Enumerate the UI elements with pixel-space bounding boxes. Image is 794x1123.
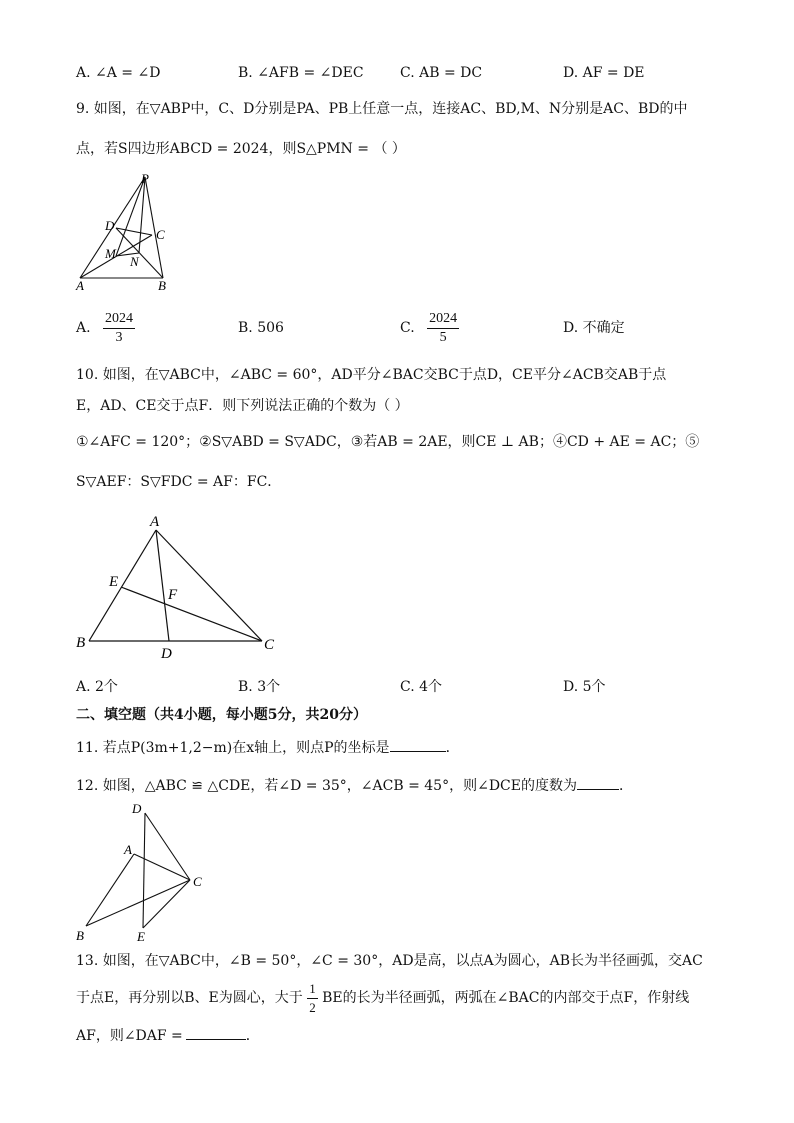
q13-fraction-half bbox=[307, 980, 318, 1017]
q13-stem-line3 bbox=[76, 1025, 260, 1046]
q9-label-a: A bbox=[76, 278, 84, 293]
q9-label-d: D bbox=[105, 218, 115, 233]
q11-stem bbox=[76, 737, 460, 758]
q10-label-d: D bbox=[161, 646, 172, 662]
q13-line2-after-fraction: BE的长为半径画弧，两弧在∠BAC的内部交于点F，作射线 bbox=[322, 990, 690, 1006]
q10-option-a: A. 2个 bbox=[76, 679, 118, 695]
q9-option-c-prefix: C. bbox=[400, 320, 415, 336]
q9-option-a-prefix: A. bbox=[76, 320, 91, 336]
q9-option-c-denominator: 5 bbox=[439, 329, 447, 345]
q10-figure bbox=[72, 510, 287, 665]
q9-label-c: C bbox=[156, 227, 165, 242]
q11-text-after-blank: ． bbox=[445, 740, 460, 756]
q12-text-before-blank: 12. 如图，△ABC ≌ △CDE，若∠D = 35°，∠ACB = 45°，则∠DCE的度数为 bbox=[76, 778, 577, 794]
q13-text-before-blank: AF，则∠DAF = bbox=[76, 1028, 183, 1044]
q10-stem-line3: ①∠AFC = 120°；②S▽ABD = S▽ADC，③若AB = 2AE，则CE ⊥ AB；④CD + AE = AC；⑤ bbox=[76, 434, 700, 450]
q8-option-a: A. ∠A = ∠D bbox=[76, 65, 161, 81]
q10-stem-line4: S▽AEF：S▽FDC = AF：FC． bbox=[76, 474, 282, 490]
q10-label-f: F bbox=[168, 587, 178, 603]
q9-option-b: B. 506 bbox=[238, 320, 284, 336]
q10-label-a: A bbox=[150, 514, 160, 530]
q9-option-a bbox=[76, 309, 135, 347]
q9-option-c bbox=[400, 309, 459, 347]
q10-label-e: E bbox=[109, 574, 119, 590]
q10-option-d: D. 5个 bbox=[563, 679, 606, 695]
q12-label-b: B bbox=[76, 928, 84, 943]
q10-stem-line1: 10. 如图，在▽ABC中，∠ABC = 60°，AD平分∠BAC交BC于点D，CE平分∠ACB交AB于点 bbox=[76, 367, 667, 383]
q13-fraction-numerator: 1 bbox=[307, 980, 318, 999]
section-heading-fill-blank: 二、填空题（共4小题，每小题5分，共20分） bbox=[76, 707, 367, 723]
q9-figure bbox=[72, 170, 182, 295]
q13-stem-line1: 13. 如图，在▽ABC中，∠B = 50°，∠C = 30°，AD是高，以点A为圆心，AB长为半径画弧，交AC bbox=[76, 953, 703, 969]
q12-label-a: A bbox=[124, 842, 132, 857]
q9-option-a-denominator: 3 bbox=[115, 329, 123, 345]
q12-stem bbox=[76, 775, 633, 796]
q9-option-a-fraction bbox=[103, 310, 135, 347]
q9-option-d: D. 不确定 bbox=[563, 320, 625, 336]
q10-label-c: C bbox=[264, 637, 275, 653]
q9-option-a-numerator: 2024 bbox=[103, 310, 135, 329]
q11-answer-blank[interactable] bbox=[390, 737, 446, 752]
q8-option-c: C. AB = DC bbox=[400, 65, 483, 81]
q9-option-c-numerator: 2024 bbox=[427, 310, 459, 329]
q10-stem-line2: E，AD、CE交于点F．则下列说法正确的个数为（ ） bbox=[76, 398, 409, 414]
q9-label-m: M bbox=[105, 246, 116, 261]
q13-text-after-blank: ． bbox=[245, 1028, 260, 1044]
q9-label-p: P bbox=[141, 171, 149, 186]
q12-label-d: D bbox=[132, 801, 142, 816]
q12-label-c: C bbox=[193, 874, 202, 889]
q12-label-e: E bbox=[137, 929, 145, 944]
q8-option-d: D. AF = DE bbox=[563, 65, 645, 81]
q9-stem-line1: 9. 如图，在▽ABP中，C、D分别是PA、PB上任意一点，连接AC、BD,M、N分别是AC、BD的中 bbox=[76, 101, 688, 117]
q8-option-b: B. ∠AFB = ∠DEC bbox=[238, 65, 364, 81]
q9-option-c-fraction bbox=[427, 310, 459, 347]
q13-stem-line2 bbox=[76, 979, 689, 1017]
q12-figure bbox=[72, 798, 217, 946]
q9-stem-line2: 点，若S四边形ABCD = 2024，则S△PMN = （ ） bbox=[76, 141, 406, 157]
q13-answer-blank[interactable] bbox=[186, 1025, 246, 1040]
q9-label-n: N bbox=[130, 254, 139, 269]
q11-text-before-blank: 11. 若点P(3m+1,2−m)在x轴上，则点P的坐标是 bbox=[76, 740, 390, 756]
q12-answer-blank[interactable] bbox=[577, 775, 619, 790]
q10-option-c: C. 4个 bbox=[400, 679, 443, 695]
q9-label-b: B bbox=[158, 278, 166, 293]
q10-label-b: B bbox=[76, 635, 86, 651]
q10-option-b: B. 3个 bbox=[238, 679, 281, 695]
q13-fraction-denominator: 2 bbox=[309, 999, 316, 1015]
q13-line2-before-fraction: 于点E，再分别以B、E为圆心，大于 bbox=[76, 990, 303, 1006]
q12-text-after-blank: ． bbox=[618, 778, 633, 794]
